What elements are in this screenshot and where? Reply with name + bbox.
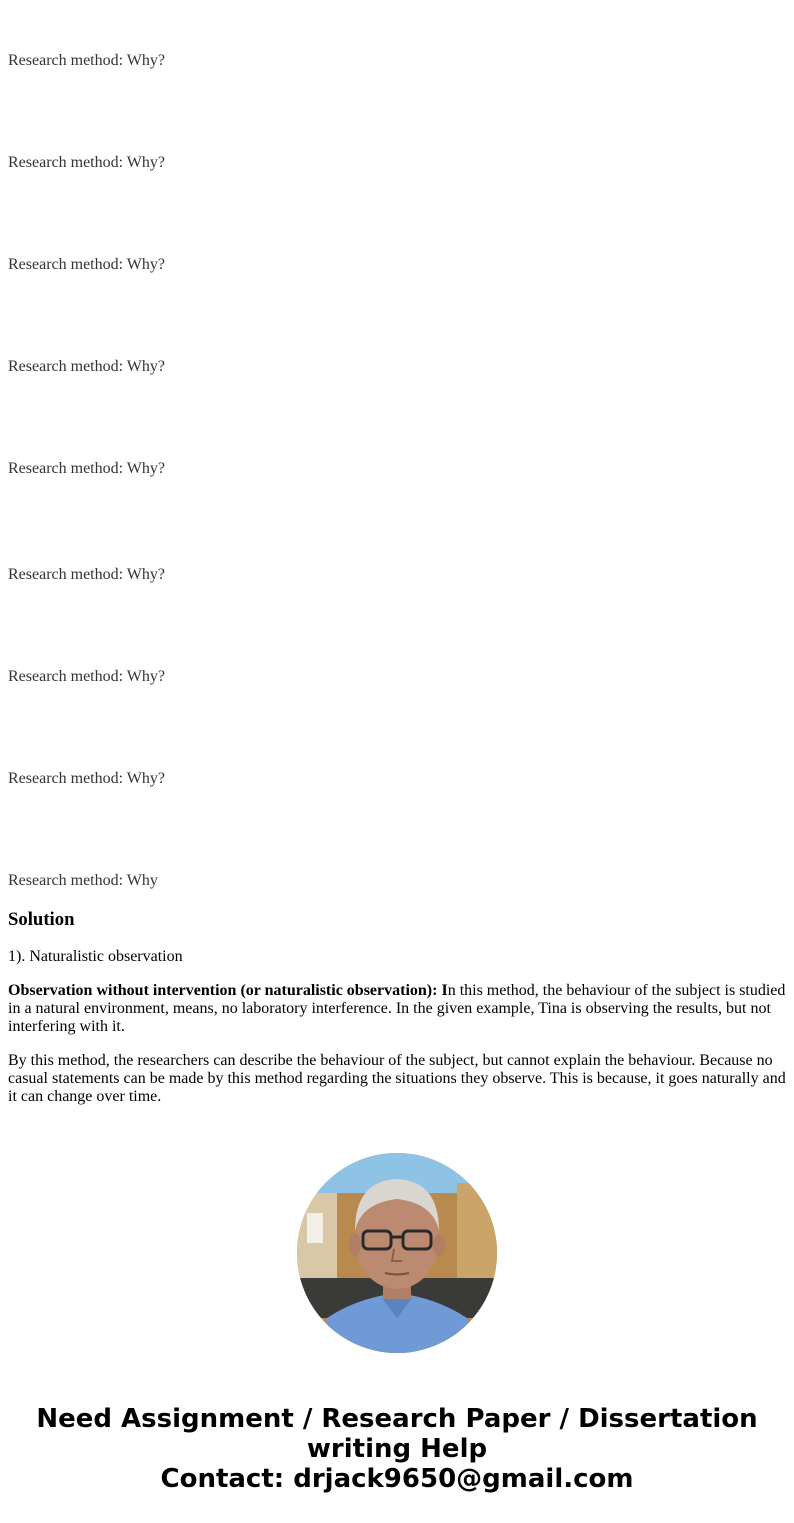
cta-title: Need Assignment / Research Paper / Dissertation writing Help [36, 1404, 758, 1464]
paragraph-text: n this method, the behaviour of the subject is studied in a natural environment, means, no laboratory interference. In the given example, Tina is observing the results, but not interfering with it. [8, 982, 786, 1035]
cta-contact-email[interactable]: Contact: drjack9650@gmail.com [160, 1464, 634, 1494]
avatar [297, 1153, 497, 1353]
answer-text: 1). Naturalistic observation [8, 948, 183, 965]
solution-paragraph: By this method, the researchers can describe the behaviour of the subject, but cannot explain the behaviour. Because no casual statements can be made by this method regarding the situations they observe. This is because, it goes naturally and it can change over time. [8, 1052, 786, 1105]
question-label: Research method: Why? [8, 358, 165, 375]
question-label: Research method: Why? [8, 770, 165, 787]
question-label: Research method: Why? [8, 566, 165, 583]
solution-paragraph [8, 982, 786, 1036]
question-label: Research method: Why? [8, 668, 165, 685]
question-label: Research method: Why [8, 872, 158, 889]
paragraph-bold-lead: Observation without intervention (or naturalistic observation): I [8, 982, 448, 999]
question-label: Research method: Why? [8, 256, 165, 273]
question-label: Research method: Why? [8, 460, 165, 477]
question-label: Research method: Why? [8, 154, 165, 171]
solution-heading: Solution [8, 909, 75, 930]
question-label: Research method: Why? [8, 52, 165, 69]
contact-banner [0, 1404, 794, 1494]
author-photo-image [297, 1153, 497, 1353]
